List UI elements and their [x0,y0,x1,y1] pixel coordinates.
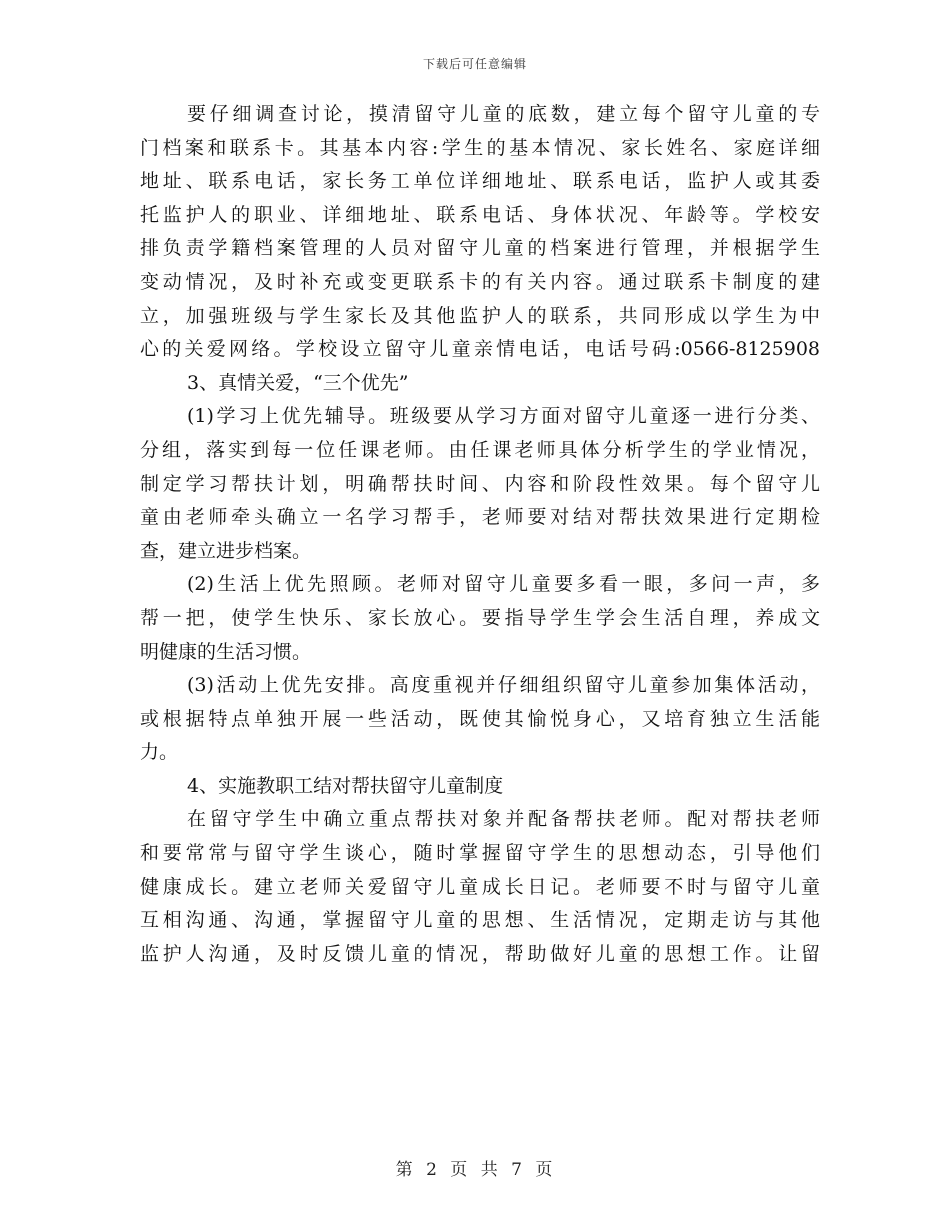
text-line: 心的关爱网络。学校设立留守儿童亲情电话，电话号码:0566-8125908 [140,338,820,361]
text-line: 托监护人的职业、详细地址、联系电话、身体状况、年龄等。学校安 [140,203,820,226]
text-line: 立，加强班级与学生家长及其他监护人的联系，共同形成以学生为中 [140,304,820,327]
section-heading: 4、实施教职工结对帮扶留守儿童制度 [187,774,504,797]
text-line: 分组，落实到每一位任课老师。由任课老师具体分析学生的学业情况， [140,438,820,461]
section-heading: 3、真情关爱，“三个优先” [187,371,409,394]
text-line: 监护人沟通，及时反馈儿童的情况，帮助做好儿童的思想工作。让留 [140,942,820,965]
text-line: 查，建立进步档案。 [140,539,312,562]
text-line: 明健康的生活习惯。 [140,640,312,663]
text-line: 童由老师牵头确立一名学习帮手，老师要对结对帮扶效果进行定期检 [140,506,820,529]
text-line: (2)生活上优先照顾。老师对留守儿童要多看一眼，多问一声，多 [187,573,820,596]
text-line: 帮一把，使学生快乐、家长放心。要指导学生学会生活自理，养成文 [140,606,820,629]
text-line: (1)学习上优先辅导。班级要从学习方面对留守儿童逐一进行分类、 [187,405,820,428]
text-line: 变动情况，及时补充或变更联系卡的有关内容。通过联系卡制度的建 [140,270,820,293]
text-line: 地址、联系电话，家长务工单位详细地址、联系电话，监护人或其委 [140,170,820,193]
text-line: 排负责学籍档案管理的人员对留守儿童的档案进行管理，并根据学生 [140,237,820,260]
page-number: 第 2 页 共 7 页 [395,1160,555,1180]
text-line: 互相沟通、沟通，掌握留守儿童的思想、生活情况，定期走访与其他 [140,909,820,932]
document-body [140,98,820,971]
text-line: (3)活动上优先安排。高度重视并仔细组织留守儿童参加集体活动， [187,674,820,697]
text-line: 健康成长。建立老师关爱留守儿童成长日记。老师要不时与留守儿童 [140,875,820,898]
text-line: 和要常常与留守学生谈心，随时掌握留守学生的思想动态，引导他们 [140,842,820,865]
text-line: 力。 [140,741,179,764]
text-line: 门档案和联系卡。其基本内容:学生的基本情况、家长姓名、家庭详细 [140,136,820,159]
text-line: 制定学习帮扶计划，明确帮扶时间、内容和阶段性效果。每个留守儿 [140,472,820,495]
page-header: 下载后可任意编辑 [422,57,527,71]
text-line: 或根据特点单独开展一些活动，既使其愉悦身心，又培育独立生活能 [140,707,820,730]
text-line: 要仔细调查讨论，摸清留守儿童的底数，建立每个留守儿童的专 [187,103,820,125]
text-line: 在留守学生中确立重点帮扶对象并配备帮扶老师。配对帮扶老师 [187,808,820,831]
